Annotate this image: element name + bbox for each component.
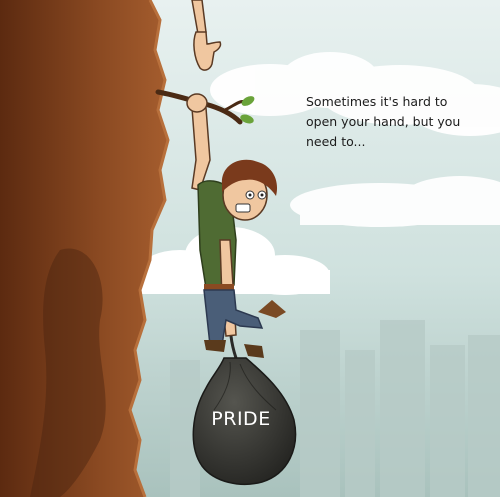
belt — [204, 284, 234, 290]
bag-label: PRIDE — [211, 408, 271, 430]
gritted-teeth — [236, 204, 250, 212]
gripping-hand — [187, 94, 207, 112]
caption-text: Sometimes it's hard to open your hand, but you need to... — [306, 94, 461, 149]
